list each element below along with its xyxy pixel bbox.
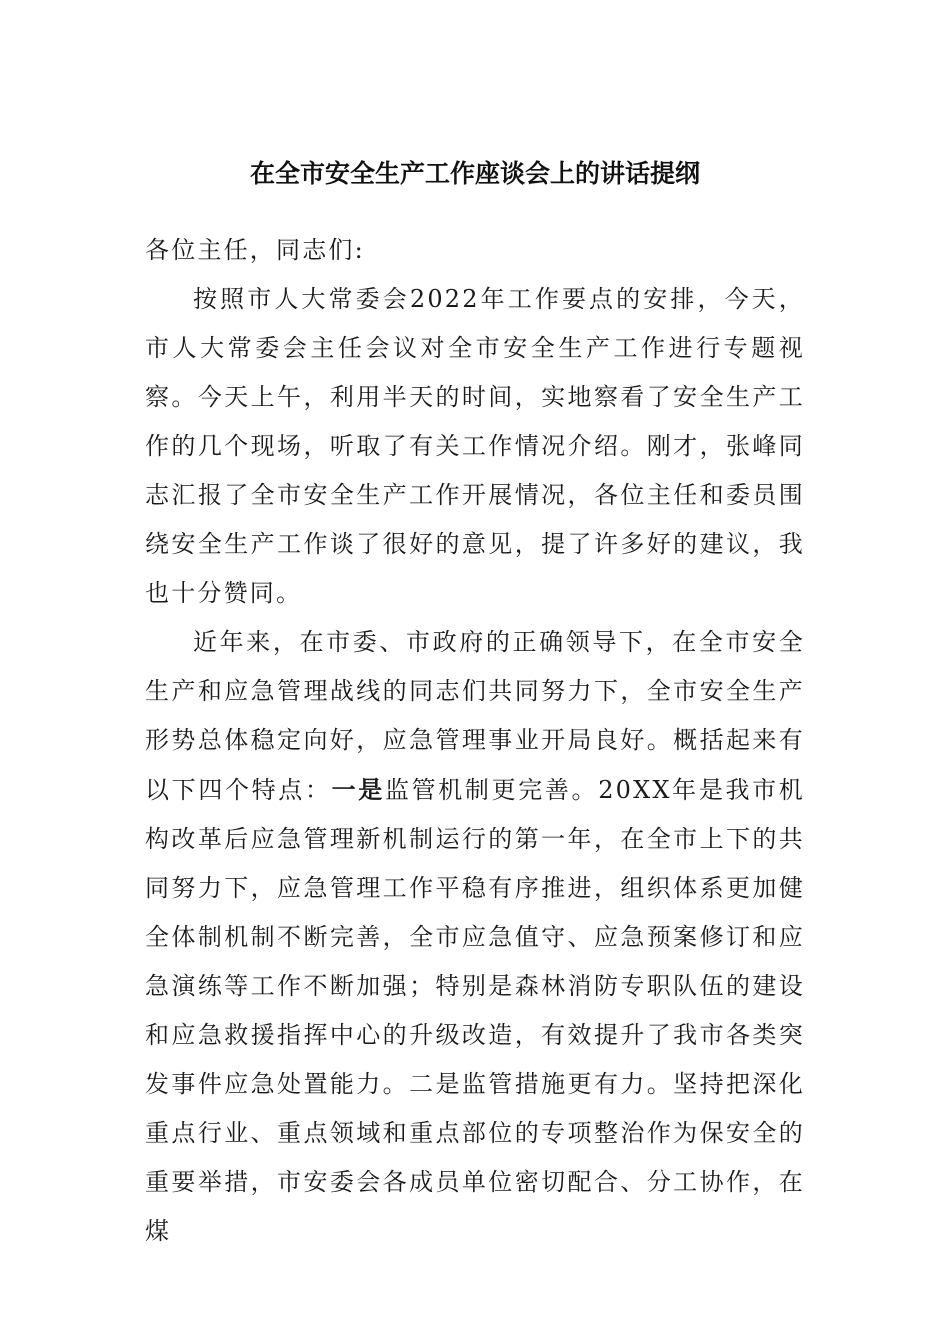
document-body (145, 226, 805, 1256)
paragraph-2 (145, 618, 805, 1256)
paragraph-1: 按照市人大常委会2022年工作要点的安排，今天，市人大常委会主任会议对全市安全生产工作进行专题视察。今天上午，利用半天的时间，实地察看了安全生产工作的几个现场，听取了有关工作情况介绍。刚才，张峰同志汇报了全市安全生产工作开展情况，各位主任和委员围绕安全生产工作谈了很好的意见，提了许多好的建议，我也十分赞同。 (145, 285, 805, 607)
paragraph-2-emphasis: 一是 (331, 775, 385, 804)
document-title: 在全市安全生产工作座谈会上的讲话提纲 (249, 159, 700, 188)
paragraph-2-rest: 监管机制更完善。20XX年是我市机构改革后应急管理新机制运行的第一年，在全市上下的共同努力下，应急管理工作平稳有序推进，组织体系更加健全体制机制不断完善，全市应急值守、应急预案修订和应急演练等工作不断加强；特别是森林消防专职队伍的建设和应急救援指挥中心的升级改造，有效提升了我市各类突发事件应急处置能力。二是监管措施更有力。坚持把深化重点行业、重点领域和重点部位的专项整治作为保安全的重要举措，市安委会各成员单位密切配合、分工协作，在煤 (145, 776, 805, 1245)
salutation: 各位主任，同志们: (145, 236, 365, 264)
paragraph-2-intro: 近年来，在市委、市政府的正确领导下，在全市安全生产和应急管理战线的同志们共同努力下，全市安全生产形势总体稳定向好，应急管理事业开局良好。概括起来有以下四个特点： (145, 628, 805, 804)
